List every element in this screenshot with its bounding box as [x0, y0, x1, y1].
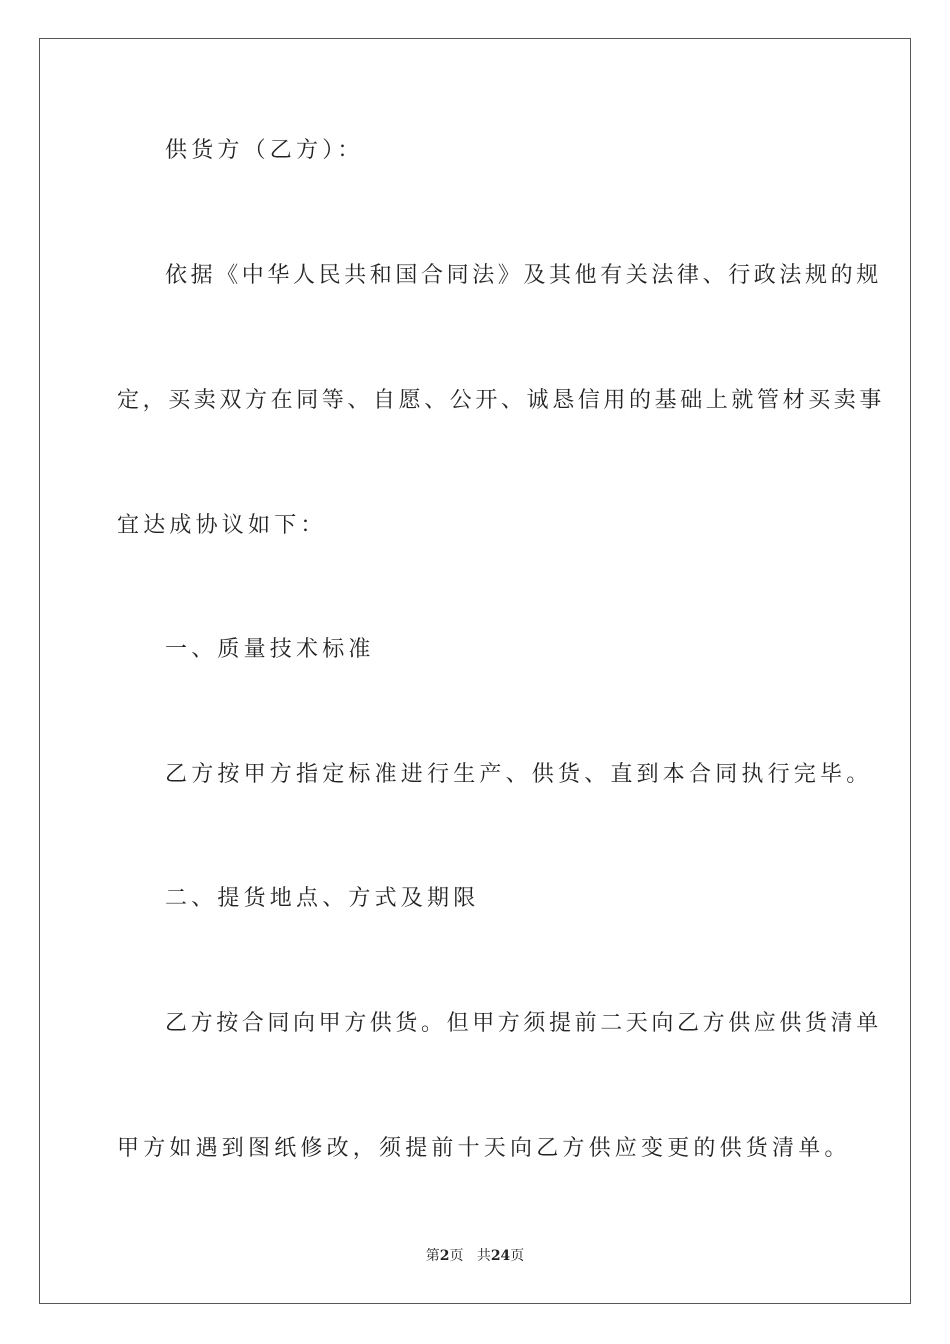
- party-b-label: 供货方（乙方）：: [165, 138, 364, 163]
- page-frame: [39, 38, 911, 1304]
- page-current-number: 2: [439, 1248, 450, 1264]
- delivery-paragraph-line-1: 乙方按合同向甲方供货。但甲方须提前二天向乙方供应供货清单: [165, 1011, 882, 1036]
- page-footer: [0, 1246, 950, 1266]
- intro-paragraph-line-1: 依据《中华人民共和国合同法》及其他有关法律、行政法规的规: [165, 263, 882, 288]
- delivery-paragraph-line-2: 甲方如遇到图纸修改，须提前十天向乙方供应变更的供货清单。: [117, 1136, 851, 1161]
- total-prefix: 共: [476, 1248, 491, 1264]
- total-suffix: 页: [510, 1248, 525, 1264]
- quality-paragraph: 乙方按甲方指定标准进行生产、供货、直到本合同执行完毕。: [165, 762, 873, 787]
- section-heading-quality: 一、质量技术标准: [165, 637, 375, 662]
- page-suffix: 页: [449, 1248, 464, 1264]
- section-heading-delivery: 二、提货地点、方式及期限: [165, 886, 480, 911]
- page-prefix: 第: [425, 1248, 440, 1264]
- page-total-number: 24: [490, 1248, 511, 1264]
- intro-paragraph-line-3: 宜达成协议如下：: [117, 513, 327, 538]
- intro-paragraph-line-2: 定，买卖双方在同等、自愿、公开、诚恳信用的基础上就管材买卖事: [117, 388, 886, 413]
